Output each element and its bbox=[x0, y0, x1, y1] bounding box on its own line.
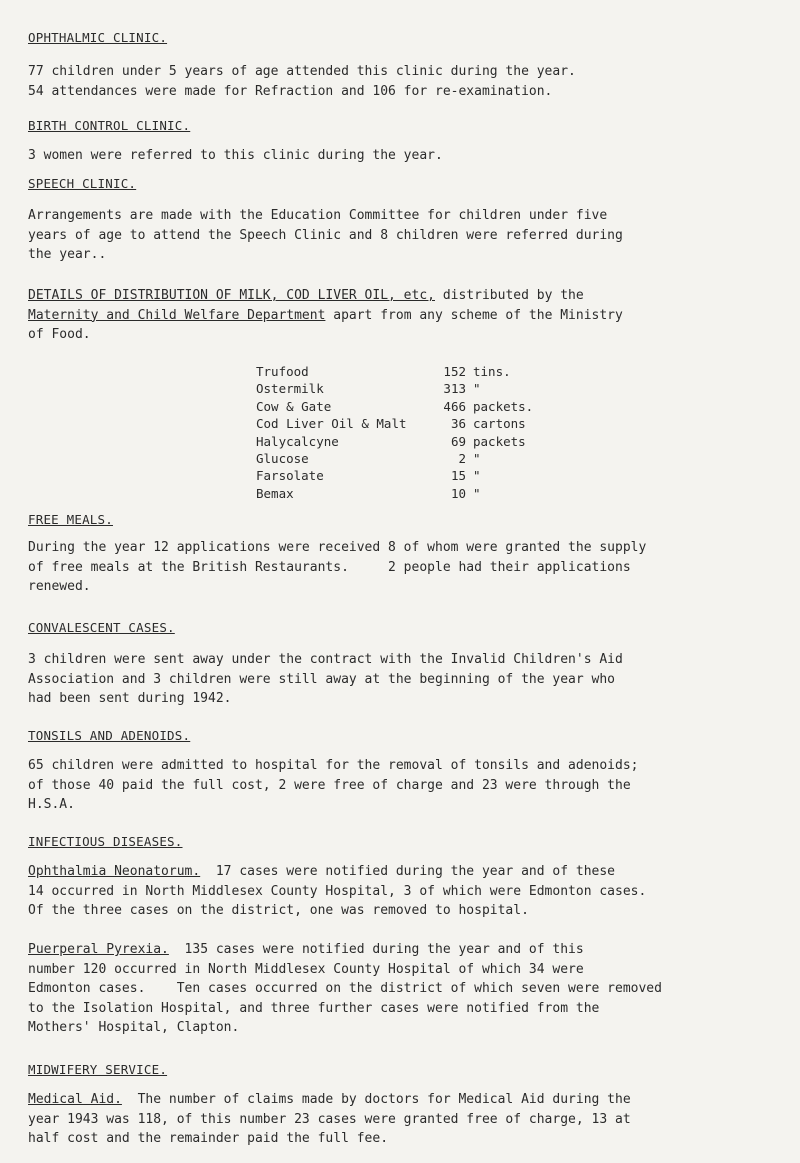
item-quantity: 15 bbox=[450, 468, 466, 484]
heading-midwifery-service: MIDWIFERY SERVICE. bbox=[28, 1062, 168, 1077]
paragraph-puerperal-pyrexia bbox=[28, 940, 748, 1038]
heading-convalescent-cases: CONVALESCENT CASES. bbox=[28, 620, 175, 635]
heading-free-meals: FREE MEALS. bbox=[28, 512, 113, 527]
section-tonsils-adenoids bbox=[28, 728, 748, 743]
table-row bbox=[256, 363, 583, 380]
item-quantity: 313 bbox=[443, 381, 466, 397]
paragraph-tonsils-adenoids bbox=[28, 756, 748, 815]
text-ophthalmia-neonatorum bbox=[28, 862, 748, 921]
paragraph-medical-aid bbox=[28, 1090, 748, 1149]
item-quantity: 152 bbox=[443, 364, 466, 379]
item-quantity: 69 bbox=[450, 433, 466, 449]
item-quantity: 466 bbox=[443, 398, 466, 414]
section-infectious-diseases bbox=[28, 834, 748, 849]
item-unit: tins. bbox=[473, 364, 511, 379]
item-quantity: 2 bbox=[458, 450, 466, 466]
section-free-meals bbox=[28, 512, 748, 527]
table-row bbox=[256, 467, 583, 484]
table-row bbox=[256, 415, 583, 432]
heading-distribution: DETAILS OF DISTRIBUTION OF MILK, COD LIVER OIL, etc, bbox=[28, 288, 435, 303]
paragraph-birth-control-clinic bbox=[28, 146, 748, 166]
section-convalescent-cases bbox=[28, 620, 748, 635]
item-unit: packets bbox=[473, 433, 526, 449]
label-medical-aid: Medical Aid. bbox=[28, 1092, 122, 1107]
item-unit: cartons bbox=[473, 416, 526, 432]
heading-birth-control-clinic: BIRTH CONTROL CLINIC. bbox=[28, 118, 191, 133]
distribution-text-tail: distributed by the bbox=[435, 288, 584, 303]
item-unit: " bbox=[473, 450, 481, 466]
heading-infectious-diseases: INFECTIOUS DISEASES. bbox=[28, 834, 183, 849]
text-birth-control-clinic: 3 women were referred to this clinic during the year. bbox=[28, 148, 443, 163]
table-row bbox=[256, 450, 583, 467]
distribution-text-rest: apart from any scheme of the Ministry of Food. bbox=[28, 307, 623, 342]
item-name: Cod Liver Oil & Malt bbox=[256, 416, 407, 432]
section-birth-control-clinic bbox=[28, 118, 748, 133]
item-name: Farsolate bbox=[256, 468, 324, 484]
heading-tonsils-adenoids: TONSILS AND ADENOIDS. bbox=[28, 728, 191, 743]
section-speech-clinic bbox=[28, 176, 748, 191]
body-ophthalmia-neonatorum: 17 cases were notified during the year and of these 14 occurred in North Middlesex County Hospital, 3 of which were Edmonton cases. Of the three cases on the district, one was removed to hospital. bbox=[28, 864, 647, 918]
body-puerperal-pyrexia: 135 cases were notified during the year and of this number 120 occurred in North Middlesex County Hospital of which 34 were Edmonton cases. Ten cases occurred on the district of which seven were removed to the Isolation Hospital, and three further cases were notified from the Mothers' Hospital, Clapton. bbox=[28, 942, 662, 1035]
text-medical-aid bbox=[28, 1090, 748, 1149]
distribution-department: Maternity and Child Welfare Department bbox=[28, 307, 326, 323]
text-distribution bbox=[28, 286, 748, 345]
item-quantity: 36 bbox=[450, 416, 466, 432]
heading-speech-clinic: SPEECH CLINIC. bbox=[28, 176, 137, 191]
label-puerperal-pyrexia: Puerperal Pyrexia. bbox=[28, 942, 169, 957]
text-free-meals: During the year 12 applications were received 8 of whom were granted the supply of free meals at the British Restaurants. 2 people had their applications renewed. bbox=[28, 540, 647, 594]
item-name: Trufood bbox=[256, 364, 309, 379]
paragraph-ophthalmic-clinic bbox=[28, 62, 748, 101]
table-row bbox=[256, 398, 583, 415]
table-row bbox=[256, 380, 583, 397]
item-quantity: 10 bbox=[450, 485, 466, 501]
item-name: Cow & Gate bbox=[256, 398, 332, 414]
item-unit: " bbox=[473, 468, 481, 484]
text-puerperal-pyrexia bbox=[28, 940, 748, 1038]
text-tonsils-adenoids: 65 children were admitted to hospital for the removal of tonsils and adenoids; of those 40 paid the full cost, 2 were free of charge and 23 were through the H.S.A. bbox=[28, 758, 639, 812]
section-midwifery-service bbox=[28, 1062, 748, 1077]
item-unit: " bbox=[473, 381, 481, 397]
text-convalescent-cases: 3 children were sent away under the contract with the Invalid Children's Aid Association and 3 children were still away at the beginning of the year who had been sent during 1942. bbox=[28, 652, 623, 706]
body-medical-aid: The number of claims made by doctors for Medical Aid during the year 1943 was 118, of this number 23 cases were granted free of charge, 13 at half cost and the remainder paid the full fee. bbox=[28, 1092, 631, 1146]
text-speech-clinic: Arrangements are made with the Education Committee for children under five years of age to attend the Speech Clinic and 8 children were referred during the year.. bbox=[28, 208, 623, 262]
paragraph-ophthalmia-neonatorum bbox=[28, 862, 748, 921]
text-ophthalmic-clinic: 77 children under 5 years of age attended this clinic during the year. 54 attendances were made for Refraction and 106 for re-examination. bbox=[28, 64, 576, 99]
item-name: Bemax bbox=[256, 485, 294, 501]
distribution-table bbox=[256, 363, 583, 502]
item-name: Glucose bbox=[256, 450, 309, 466]
table-row bbox=[256, 485, 583, 502]
table-row bbox=[256, 433, 583, 450]
item-name: Ostermilk bbox=[256, 381, 324, 397]
item-unit: " bbox=[473, 485, 481, 501]
section-ophthalmic-clinic bbox=[28, 30, 748, 45]
paragraph-convalescent-cases bbox=[28, 650, 748, 709]
paragraph-free-meals bbox=[28, 538, 748, 597]
label-ophthalmia-neonatorum: Ophthalmia Neonatorum. bbox=[28, 864, 201, 879]
paragraph-speech-clinic bbox=[28, 206, 748, 265]
item-name: Halycalcyne bbox=[256, 433, 339, 449]
section-distribution bbox=[28, 286, 748, 345]
heading-ophthalmic-clinic: OPHTHALMIC CLINIC. bbox=[28, 30, 168, 45]
item-unit: packets. bbox=[473, 398, 534, 414]
